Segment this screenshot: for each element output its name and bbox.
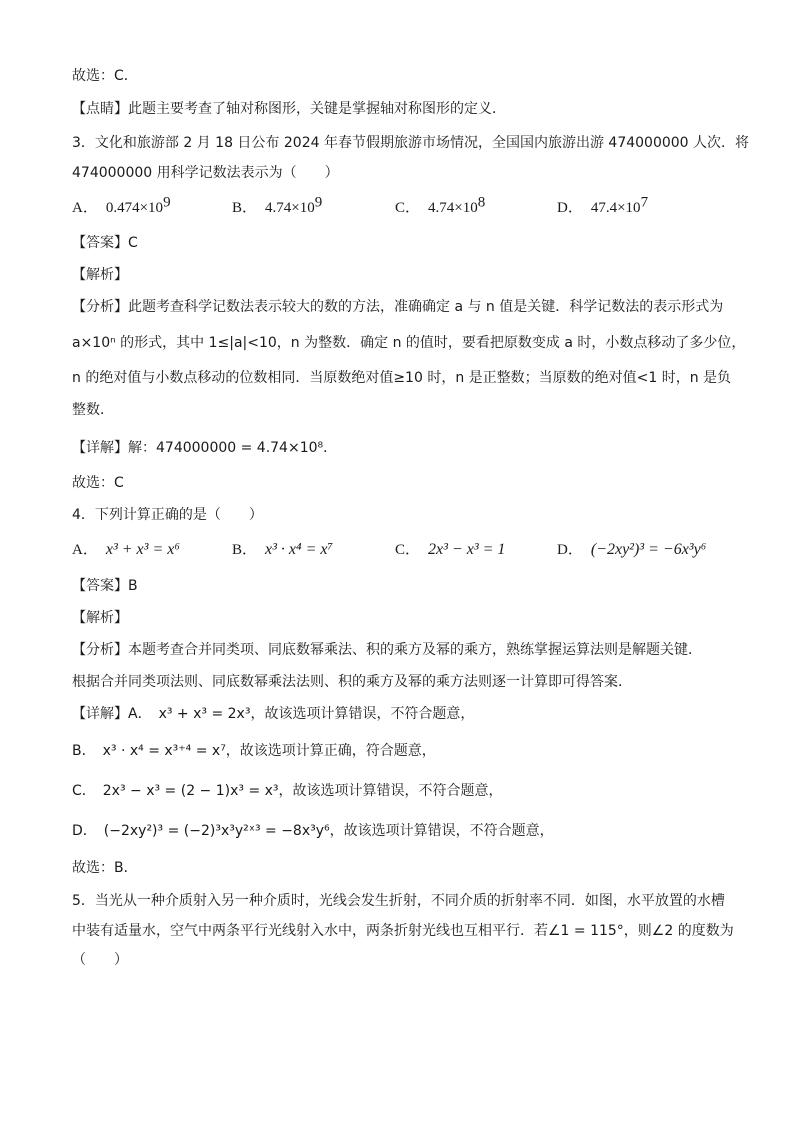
q3-detail: 【详解】解：474000000 = 4.74×10⁸． [72, 440, 338, 456]
q4-jiexi-heading: 【解析】 [72, 610, 128, 626]
prev-conclusion: 故选：C． [72, 68, 138, 84]
q3-analysis-line2: a×10ⁿ 的形式，其中 1≤|a|<10，n 为整数．确定 n 的值时，要看把原数变成 a 时，小数点移动了多少位， [72, 335, 746, 351]
q4-option-a: A． x³ + x³ = x⁶ [72, 541, 180, 558]
q4-option-b: B． x³ · x⁴ = x⁷ [232, 541, 334, 558]
q3-option-a: A． $0.474\times 10^9$ [72, 194, 171, 216]
q4-answer: 【答案】B [72, 578, 138, 594]
q3-analysis-line4: 整数． [72, 402, 114, 418]
q3-option-c: C． $4.74\times 10^8$ [395, 194, 486, 216]
q4-analysis-line1: 【分析】本题考查合并同类项、同底数幂乘法、积的乘方及幂的乘方，熟练掌握运算法则是解题关键． [72, 642, 702, 658]
q4-analysis-line2: 根据合并同类项法则、同底数幂乘法法则、积的乘方及幂的乘方法则逐一计算即可得答案． [72, 674, 632, 690]
q3-jiexi-heading: 【解析】 [72, 267, 128, 283]
q3-conclusion: 故选：C [72, 475, 124, 491]
q4-detail-c: C． 2x³ − x³ = (2 − 1)x³ = x³，故该选项计算错误，不符合题意， [72, 783, 503, 799]
q4-stem: 4．下列计算正确的是（ ） [72, 507, 263, 523]
q4-detail-a: 【详解】A． x³ + x³ = 2x³，故该选项计算错误，不符合题意， [72, 706, 475, 722]
q3-stem-line2: 474000000 用科学记数法表示为（ ） [72, 165, 339, 181]
q3-stem-line1: 3．文化和旅游部 2 月 18 日公布 2024 年春节假期旅游市场情况，全国国内旅游出游 474000000 人次．将 [72, 135, 750, 151]
q5-stem-line1: 5．当光从一种介质射入另一种介质时，光线会发生折射，不同介质的折射率不同．如图，水平放置的水槽 [72, 893, 725, 909]
q5-stem-line2: 中装有适量水，空气中两条平行光线射入水中，两条折射光线也互相平行．若∠1 = 115°，则∠2 的度数为 [72, 923, 734, 939]
q4-conclusion: 故选：B． [72, 860, 138, 876]
q4-detail-b: B． x³ · x⁴ = x³⁺⁴ = x⁷，故该选项计算正确，符合题意， [72, 743, 436, 759]
q4-option-c: C． 2x³ − x³ = 1 [395, 541, 506, 558]
q3-option-b: B． $4.74\times 10^9$ [232, 194, 323, 216]
q4-detail-d: D． (−2xy²)³ = (−2)³x³y²ˣ³ = −8x³y⁶，故该选项计算错误，不符合题意， [72, 823, 554, 839]
prev-dianjing: 【点睛】此题主要考查了轴对称图形，关键是掌握轴对称图形的定义． [72, 101, 506, 117]
q3-answer: 【答案】C [72, 235, 138, 251]
q3-analysis-line3: n 的绝对值与小数点移动的位数相同．当原数绝对值≥10 时，n 是正整数；当原数的绝对值<1 时，n 是负 [72, 370, 732, 386]
q3-option-d: D． $47.4\times 10^7$ [557, 194, 649, 216]
q3-analysis-line1: 【分析】此题考查科学记数法表示较大的数的方法，准确确定 a 与 n 值是关键．科学记数法的表示形式为 [72, 299, 724, 315]
q5-stem-line3: （ ） [72, 952, 128, 968]
q4-option-d: D． (−2xy²)³ = −6x³y⁶ [557, 541, 707, 558]
